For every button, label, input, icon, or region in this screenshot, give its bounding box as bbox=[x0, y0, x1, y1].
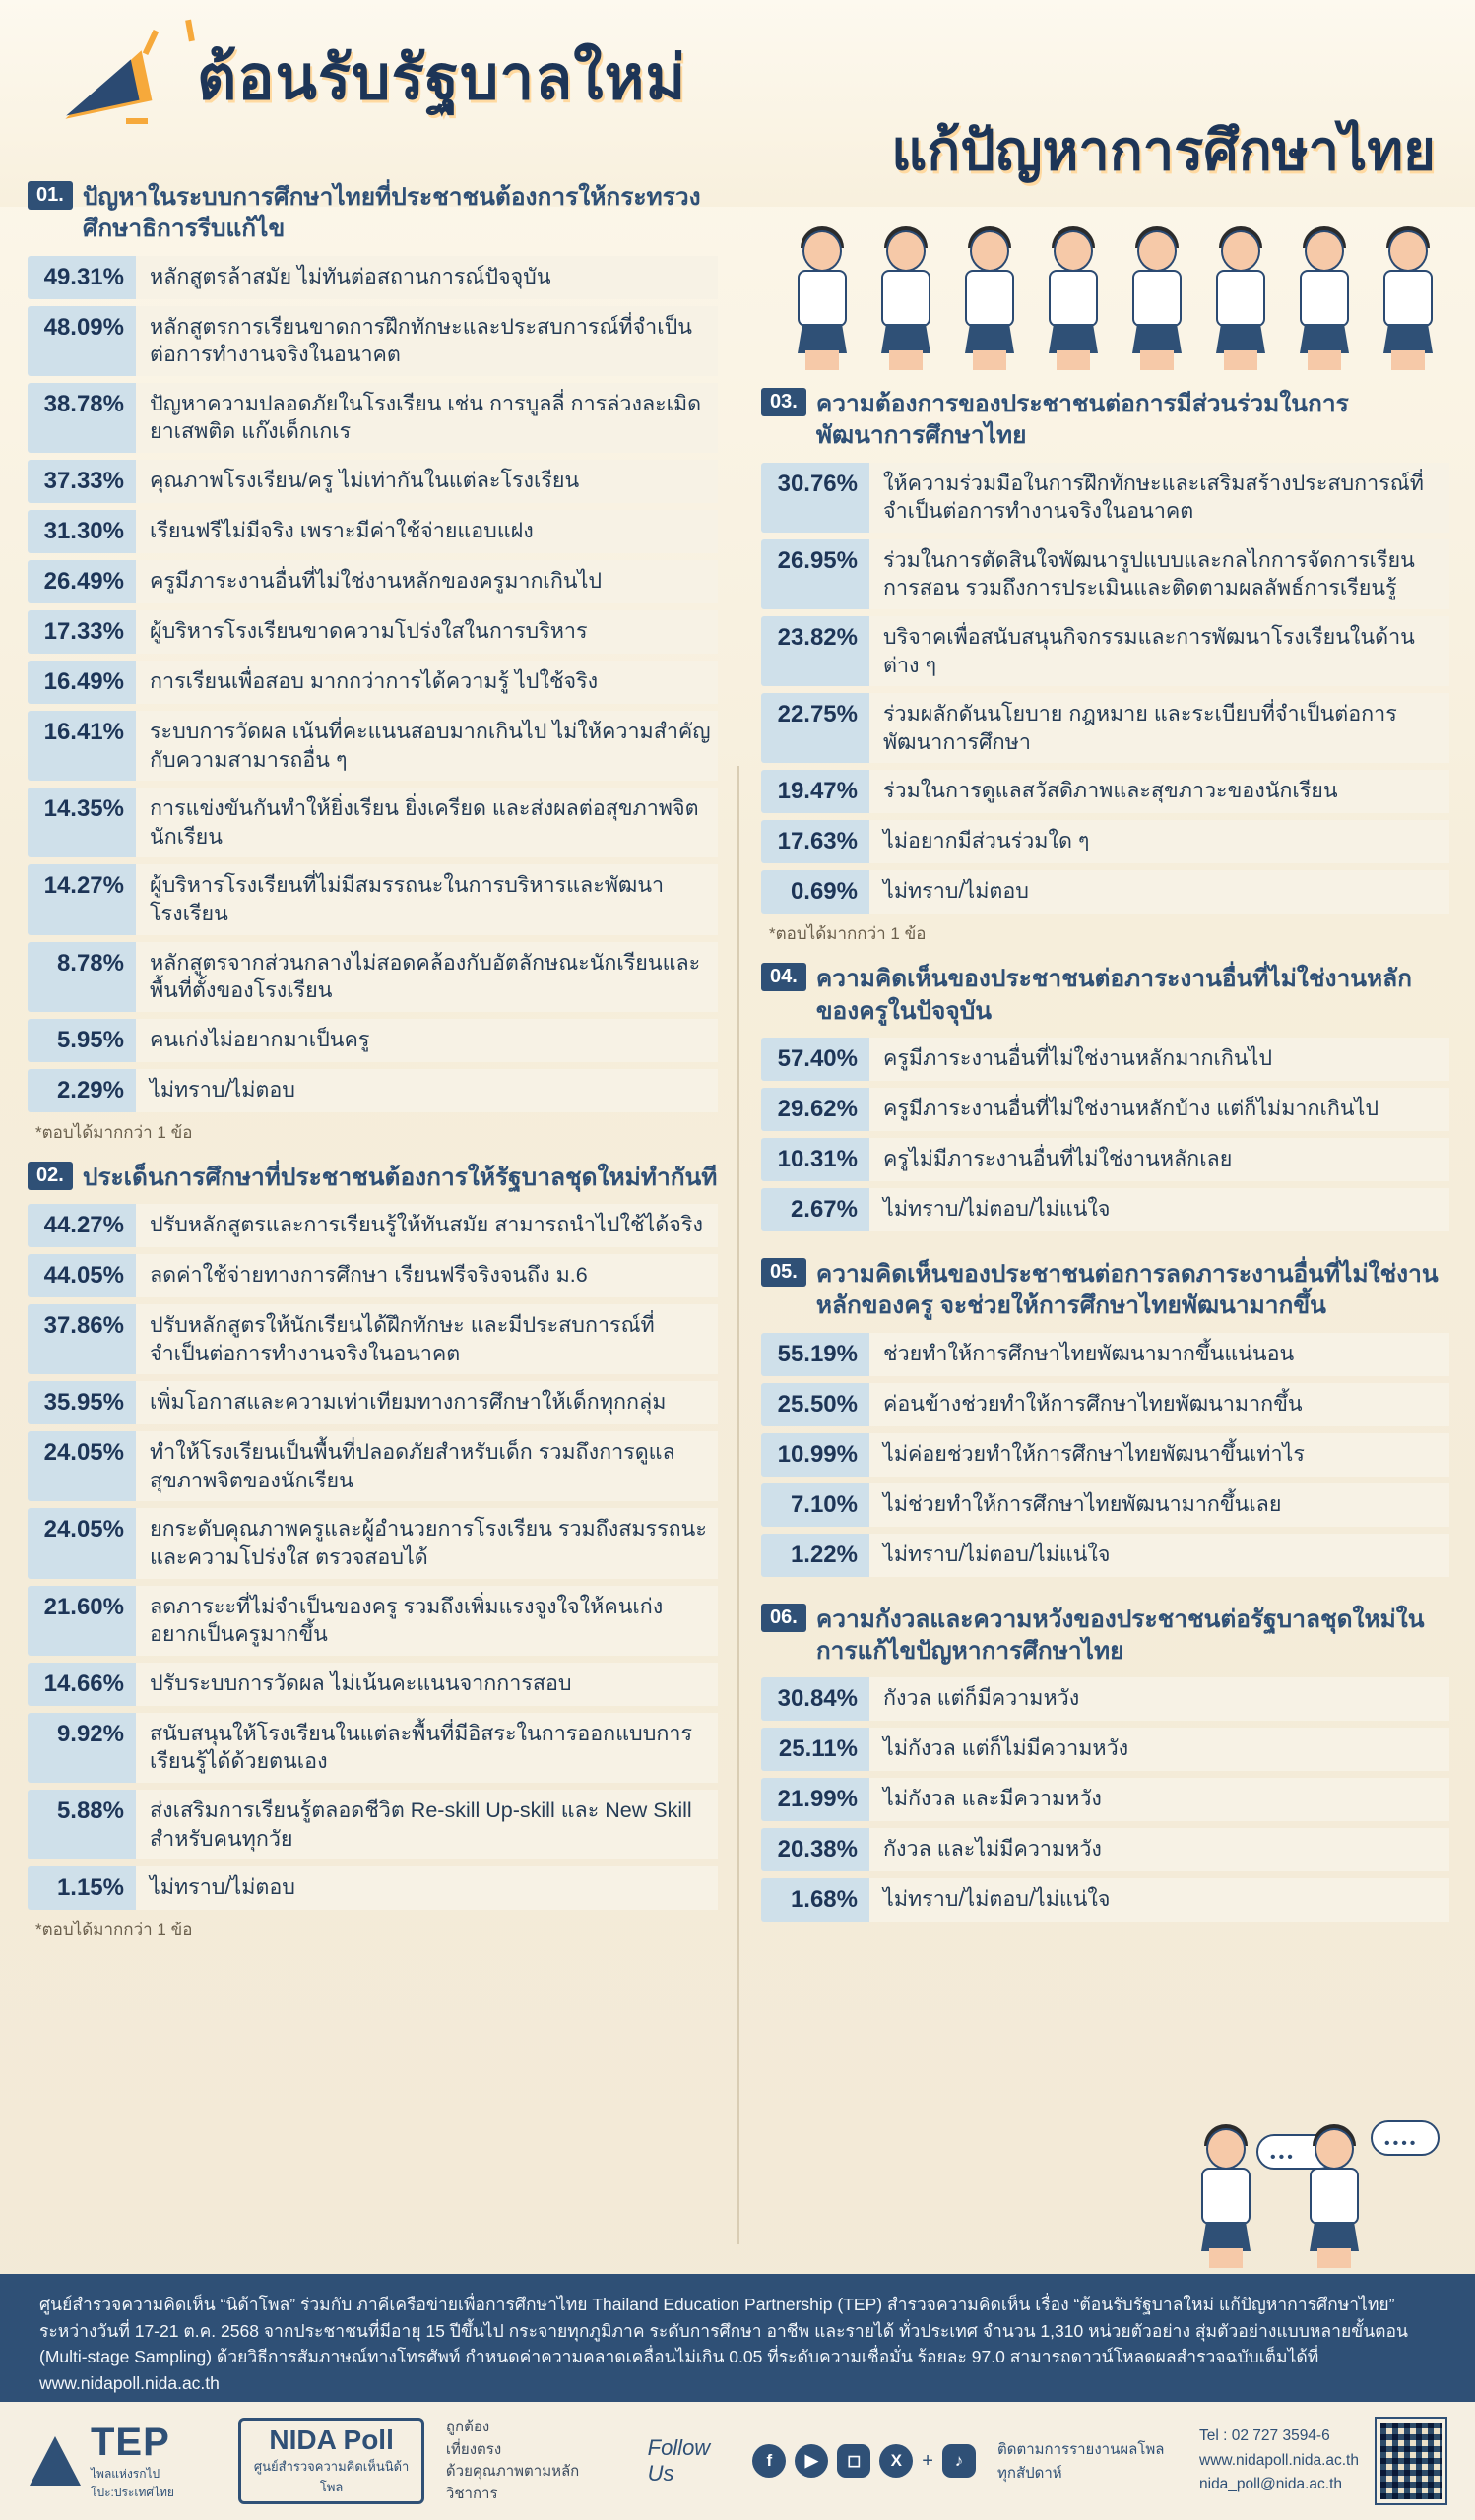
data-row bbox=[28, 1069, 718, 1112]
data-row bbox=[761, 1728, 1449, 1771]
row-percent: 14.35% bbox=[28, 788, 136, 857]
row-percent: 8.78% bbox=[28, 942, 136, 1012]
content-columns bbox=[0, 175, 1475, 2274]
data-row bbox=[28, 711, 718, 781]
data-row bbox=[28, 1713, 718, 1783]
section-number: 01. bbox=[28, 181, 73, 210]
row-label: ส่งเสริมการเรียนรู้ตลอดชีวิต Re-skill Up-skill และ New Skill สำหรับคนทุกวัย bbox=[136, 1790, 718, 1859]
row-percent: 37.33% bbox=[28, 460, 136, 503]
data-row bbox=[28, 942, 718, 1012]
row-percent: 23.82% bbox=[761, 616, 869, 686]
row-percent: 10.31% bbox=[761, 1138, 869, 1181]
row-label: ยกระดับคุณภาพครูและผู้อำนวยการโรงเรียน รวมถึงสมรรถนะและความโปร่งใส ตรวจสอบได้ bbox=[136, 1508, 718, 1578]
row-percent: 26.49% bbox=[28, 560, 136, 603]
section-05-rows bbox=[761, 1333, 1449, 1577]
row-percent: 1.68% bbox=[761, 1878, 869, 1922]
section-03 bbox=[761, 388, 1449, 947]
data-row bbox=[28, 1381, 718, 1424]
data-row bbox=[761, 1677, 1449, 1721]
row-percent: 26.95% bbox=[761, 539, 869, 609]
speech-bubble-icon-2: •••• bbox=[1371, 2120, 1440, 2156]
tep-triangle-icon bbox=[30, 2436, 81, 2486]
tep-subtext: ไพลแห่งรกไปโปะ:ประเทศไทย bbox=[91, 2466, 174, 2499]
data-row bbox=[28, 864, 718, 934]
row-label: ไม่ทราบ/ไม่ตอบ bbox=[136, 1866, 718, 1910]
spark-icon bbox=[185, 20, 195, 42]
row-label: สนับสนุนให้โรงเรียนในแต่ละพื้นที่มีอิสระในการออกแบบการเรียนรู้ได้ด้วยตนเอง bbox=[136, 1713, 718, 1783]
data-row bbox=[761, 539, 1449, 609]
instagram-icon[interactable]: ◻ bbox=[837, 2444, 870, 2478]
contact-email[interactable]: nida_poll@nida.ac.th bbox=[1199, 2476, 1343, 2493]
data-row bbox=[761, 1333, 1449, 1376]
section-03-rows bbox=[761, 463, 1449, 914]
slogan-line-2: เที่ยงตรง bbox=[445, 2440, 502, 2458]
row-label: เรียนฟรีไม่มีจริง เพราะมีค่าใช้จ่ายแอบแฝง bbox=[136, 510, 718, 553]
section-04-rows bbox=[761, 1038, 1449, 1231]
row-label: ลดค่าใช้จ่ายทางการศึกษา เรียนฟรีจริงจนถึง ม.6 bbox=[136, 1254, 718, 1297]
data-row bbox=[28, 383, 718, 453]
section-number: 03. bbox=[761, 388, 806, 416]
row-label: หลักสูตรการเรียนขาดการฝึกทักษะและประสบการณ์ที่จำเป็นต่อการทำงานจริงในอนาคต bbox=[136, 306, 718, 376]
section-note: *ตอบได้มากกว่า 1 ข้อ bbox=[35, 1921, 193, 1940]
row-percent: 2.67% bbox=[761, 1188, 869, 1231]
row-label: ไม่ทราบ/ไม่ตอบ/ไม่แน่ใจ bbox=[869, 1534, 1449, 1577]
row-label: บริจาคเพื่อสนับสนุนกิจกรรมและการพัฒนาโรงเรียนในด้านต่าง ๆ bbox=[869, 616, 1449, 686]
follow-note: ติดตามการรายงานผลโพลทุกสัปดาห์ bbox=[996, 2441, 1165, 2482]
follow-us-label: Follow Us bbox=[647, 2435, 711, 2486]
row-percent: 2.29% bbox=[28, 1069, 136, 1112]
row-label: ไม่กังวล และมีความหวัง bbox=[869, 1778, 1449, 1821]
section-title: ความคิดเห็นของประชาชนต่อการลดภาระงานอื่นที่ไม่ใช่งานหลักของครู จะช่วยให้การศึกษาไทยพัฒนามากขึ้น bbox=[815, 1261, 1439, 1320]
data-row bbox=[761, 1483, 1449, 1527]
row-percent: 44.27% bbox=[28, 1204, 136, 1247]
row-percent: 31.30% bbox=[28, 510, 136, 553]
row-label: ครูไม่มีภาระงานอื่นที่ไม่ใช่งานหลักเลย bbox=[869, 1138, 1449, 1181]
data-row bbox=[761, 770, 1449, 813]
row-label: ผู้บริหารโรงเรียนขาดความโปร่งใสในการบริหาร bbox=[136, 610, 718, 654]
row-percent: 30.76% bbox=[761, 463, 869, 533]
section-title: ความคิดเห็นของประชาชนต่อภาระงานอื่นที่ไม่ใช่งานหลักของครูในปัจจุบัน bbox=[815, 966, 1412, 1025]
row-label: ให้ความร่วมมือในการฝึกทักษะและเสริมสร้างประสบการณ์ที่จำเป็นต่อการทำงานจริงในอนาคต bbox=[869, 463, 1449, 533]
data-row bbox=[28, 306, 718, 376]
data-row bbox=[28, 256, 718, 299]
data-row bbox=[761, 616, 1449, 686]
row-label: ไม่อยากมีส่วนร่วมใด ๆ bbox=[869, 820, 1449, 863]
data-row bbox=[761, 1778, 1449, 1821]
row-percent: 25.50% bbox=[761, 1383, 869, 1426]
nida-subtitle: ศูนย์สำรวจความคิดเห็นนิด้าโพล bbox=[253, 2459, 410, 2494]
row-percent: 44.05% bbox=[28, 1254, 136, 1297]
row-label: เพิ่มโอกาสและความเท่าเทียมทางการศึกษาให้เด็กทุกกลุ่ม bbox=[136, 1381, 718, 1424]
data-row bbox=[28, 610, 718, 654]
row-percent: 35.95% bbox=[28, 1381, 136, 1424]
section-02-rows bbox=[28, 1204, 718, 1910]
row-label: คุณภาพโรงเรียน/ครู ไม่เท่ากันในแต่ละโรงเรียน bbox=[136, 460, 718, 503]
row-label: คนเก่งไม่อยากมาเป็นครู bbox=[136, 1019, 718, 1062]
row-label: ครูมีภาระงานอื่นที่ไม่ใช่งานหลักของครูมากเกินไป bbox=[136, 560, 718, 603]
column-divider bbox=[738, 766, 739, 2244]
row-percent: 48.09% bbox=[28, 306, 136, 376]
row-label: ไม่ค่อยช่วยทำให้การศึกษาไทยพัฒนาขึ้นเท่าไร bbox=[869, 1433, 1449, 1477]
row-percent: 24.05% bbox=[28, 1508, 136, 1578]
section-number: 05. bbox=[761, 1258, 806, 1287]
row-label: หลักสูตรล้าสมัย ไม่ทันต่อสถานการณ์ปัจจุบัน bbox=[136, 256, 718, 299]
row-percent: 57.40% bbox=[761, 1038, 869, 1081]
data-row bbox=[761, 693, 1449, 763]
data-row bbox=[761, 1433, 1449, 1477]
data-row bbox=[761, 1878, 1449, 1922]
row-percent: 38.78% bbox=[28, 383, 136, 453]
row-percent: 1.22% bbox=[761, 1534, 869, 1577]
section-note: *ตอบได้มากกว่า 1 ข้อ bbox=[769, 924, 927, 944]
row-percent: 55.19% bbox=[761, 1333, 869, 1376]
row-label: ร่วมในการตัดสินใจพัฒนารูปแบบและกลไกการจัดการเรียนการสอน รวมถึงการประเมินและติดตามผลลัพธ์การเรียนรู้ bbox=[869, 539, 1449, 609]
speech-bubble-icon: ••• bbox=[1256, 2134, 1337, 2170]
spark-icon bbox=[143, 30, 159, 55]
data-row bbox=[28, 1019, 718, 1062]
footer-bar bbox=[0, 2402, 1475, 2520]
data-row bbox=[28, 510, 718, 553]
row-label: ไม่ทราบ/ไม่ตอบ/ไม่แน่ใจ bbox=[869, 1188, 1449, 1231]
row-percent: 22.75% bbox=[761, 693, 869, 763]
nida-poll-logo bbox=[238, 2418, 424, 2504]
tep-wordmark: TEP bbox=[91, 2420, 170, 2464]
row-percent: 5.95% bbox=[28, 1019, 136, 1062]
section-05 bbox=[761, 1258, 1449, 1598]
data-row bbox=[761, 1138, 1449, 1181]
data-row bbox=[28, 1586, 718, 1656]
student-figure bbox=[1298, 2120, 1371, 2268]
data-row bbox=[28, 460, 718, 503]
section-06 bbox=[761, 1604, 1449, 1922]
row-percent: 30.84% bbox=[761, 1677, 869, 1721]
row-label: ปัญหาความปลอดภัยในโรงเรียน เช่น การบูลลี่ การล่วงละเมิด ยาเสพติด แก๊งเด็กเกเร bbox=[136, 383, 718, 453]
row-label: การแข่งขันกันทำให้ยิ่งเรียน ยิ่งเครียด และส่งผลต่อสุขภาพจิตนักเรียน bbox=[136, 788, 718, 857]
spark-icon bbox=[126, 118, 148, 124]
slogan-line-1: ถูกต้อง bbox=[445, 2419, 490, 2435]
data-row bbox=[761, 463, 1449, 533]
row-label: ทำให้โรงเรียนเป็นพื้นที่ปลอดภัยสำหรับเด็ก รวมถึงการดูแลสุขภาพจิตของนักเรียน bbox=[136, 1431, 718, 1501]
section-number: 04. bbox=[761, 963, 806, 991]
page-title: ต้อนรับรัฐบาลใหม่ bbox=[197, 44, 687, 112]
contact-block bbox=[1199, 2425, 1359, 2497]
row-label: ครูมีภาระงานอื่นที่ไม่ใช่งานหลักบ้าง แต่ก็ไม่มากเกินไป bbox=[869, 1088, 1449, 1131]
data-row bbox=[28, 1663, 718, 1706]
row-percent: 20.38% bbox=[761, 1828, 869, 1871]
qr-code-icon[interactable] bbox=[1377, 2419, 1445, 2503]
data-row bbox=[761, 1828, 1449, 1871]
section-number: 02. bbox=[28, 1162, 73, 1190]
data-row bbox=[28, 1304, 718, 1374]
section-note: *ตอบได้มากกว่า 1 ข้อ bbox=[35, 1122, 193, 1142]
follow-note-block bbox=[997, 2437, 1182, 2485]
contact-tel: Tel : 02 727 3594-6 bbox=[1199, 2426, 1330, 2444]
section-title: ปัญหาในระบบการศึกษาไทยที่ประชาชนต้องการให้กระทรวงศึกษาธิการรีบแก้ไข bbox=[82, 184, 701, 243]
data-row bbox=[761, 1383, 1449, 1426]
row-percent: 24.05% bbox=[28, 1431, 136, 1501]
row-percent: 21.99% bbox=[761, 1778, 869, 1821]
tiktok-icon[interactable]: ♪ bbox=[942, 2444, 976, 2478]
contact-web[interactable]: www.nidapoll.nida.ac.th bbox=[1199, 2451, 1359, 2469]
row-label: ปรับหลักสูตรและการเรียนรู้ให้ทันสมัย สามารถนำไปใช้ได้จริง bbox=[136, 1204, 718, 1247]
row-percent: 37.86% bbox=[28, 1304, 136, 1374]
data-row bbox=[761, 1534, 1449, 1577]
row-label: ไม่ทราบ/ไม่ตอบ bbox=[136, 1069, 718, 1112]
row-label: ช่วยทำให้การศึกษาไทยพัฒนามากขึ้นแน่นอน bbox=[869, 1333, 1449, 1376]
tep-logo bbox=[30, 2421, 217, 2502]
row-label: ระบบการวัดผล เน้นที่คะแนนสอบมากเกินไป ไม่ให้ความสำคัญกับความสามารถอื่น ๆ bbox=[136, 711, 718, 781]
row-percent: 1.15% bbox=[28, 1866, 136, 1910]
row-label: ปรับระบบการวัดผล ไม่เน้นคะแนนจากการสอบ bbox=[136, 1663, 718, 1706]
section-number: 06. bbox=[761, 1604, 806, 1632]
left-column bbox=[0, 175, 738, 2274]
row-percent: 17.33% bbox=[28, 610, 136, 654]
row-label: ร่วมผลักดันนโยบาย กฎหมาย และระเบียบที่จำเป็นต่อการพัฒนาการศึกษา bbox=[869, 693, 1449, 763]
x-twitter-icon[interactable]: X bbox=[879, 2444, 913, 2478]
row-percent: 5.88% bbox=[28, 1790, 136, 1859]
facebook-icon[interactable]: f bbox=[752, 2444, 786, 2478]
section-06-rows bbox=[761, 1677, 1449, 1922]
row-percent: 17.63% bbox=[761, 820, 869, 863]
data-row bbox=[761, 820, 1449, 863]
data-row bbox=[761, 1038, 1449, 1081]
slogan-line-3: ด้วยคุณภาพตามหลักวิชาการ bbox=[445, 2463, 580, 2502]
data-row bbox=[761, 1088, 1449, 1131]
section-title: ความต้องการของประชาชนต่อการมีส่วนร่วมในการพัฒนาการศึกษาไทย bbox=[815, 391, 1349, 450]
row-label: หลักสูตรจากส่วนกลางไม่สอดคล้องกับอัตลักษณะนักเรียนและพื้นที่ตั้งของโรงเรียน bbox=[136, 942, 718, 1012]
row-label: ไม่ทราบ/ไม่ตอบ bbox=[869, 870, 1449, 914]
footer bbox=[0, 2274, 1475, 2520]
data-row bbox=[28, 1790, 718, 1859]
plus-icon: + bbox=[922, 2449, 933, 2472]
data-row bbox=[28, 1431, 718, 1501]
section-01-rows bbox=[28, 256, 718, 1112]
social-links[interactable] bbox=[752, 2444, 976, 2478]
row-label: ค่อนข้างช่วยทำให้การศึกษาไทยพัฒนามากขึ้น bbox=[869, 1383, 1449, 1426]
youtube-icon[interactable]: ▶ bbox=[795, 2444, 828, 2478]
row-percent: 16.49% bbox=[28, 661, 136, 704]
data-row bbox=[28, 661, 718, 704]
data-row bbox=[28, 1254, 718, 1297]
section-04 bbox=[761, 963, 1449, 1252]
data-row bbox=[28, 788, 718, 857]
data-row bbox=[28, 1204, 718, 1247]
right-column bbox=[738, 175, 1475, 2274]
student-figure bbox=[1189, 2120, 1262, 2268]
row-percent: 7.10% bbox=[761, 1483, 869, 1527]
data-row bbox=[761, 870, 1449, 914]
row-label: ผู้บริหารโรงเรียนที่ไม่มีสมรรถนะในการบริหารและพัฒนาโรงเรียน bbox=[136, 864, 718, 934]
section-02 bbox=[28, 1162, 718, 1943]
footer-methodology: ศูนย์สำรวจความคิดเห็น “นิด้าโพล” ร่วมกับ ภาคีเครือข่ายเพื่อการศึกษาไทย Thailand Education Partnership (TEP) สำรวจความคิดเห็น เรื่อง “ต้อนรับรัฐบาลใหม่ แก้ปัญหาการศึกษาไทย” ระหว่างวันที่ 17-21 ต.ค. 2568 จากประชาชนที่มีอายุ 15 ปีขึ้นไป กระจายทุกภูมิภาค ระดับการศึกษา อาชีพ และรายได้ ทั่วประเทศ จำนวน 1,310 หน่วยตัวอย่าง สุ่มตัวอย่างแบบหลายขั้นตอน (Multi-stage Sampling) ด้วยวิธีการสัมภาษณ์ทางโทรศัพท์ กำหนดค่าความคลาดเคลื่อนไม่เกิน 0.05 ที่ระดับความเชื่อมั่น ร้อยละ 97.0 สามารถดาวน์โหลดผลสำรวจฉบับเต็มได้ที่ www.nidapoll.nida.ac.th bbox=[39, 2295, 1409, 2393]
row-label: ร่วมในการดูแลสวัสดิภาพและสุขภาวะของนักเรียน bbox=[869, 770, 1449, 813]
row-percent: 14.27% bbox=[28, 864, 136, 934]
row-percent: 9.92% bbox=[28, 1713, 136, 1783]
section-01 bbox=[28, 181, 718, 1146]
data-row bbox=[28, 560, 718, 603]
row-percent: 0.69% bbox=[761, 870, 869, 914]
section-title: ความกังวลและความหวังของประชาชนต่อรัฐบาลชุดใหม่ในการแก้ไขปัญหาการศึกษาไทย bbox=[815, 1606, 1425, 1666]
nida-title: NIDA Poll bbox=[269, 2425, 394, 2455]
slogan-block bbox=[446, 2417, 609, 2505]
row-percent: 49.31% bbox=[28, 256, 136, 299]
row-percent: 19.47% bbox=[761, 770, 869, 813]
section-title: ประเด็นการศึกษาที่ประชาชนต้องการให้รัฐบาลชุดใหม่ทำกันที bbox=[82, 1164, 718, 1191]
row-label: ปรับหลักสูตรให้นักเรียนได้ฝึกทักษะ และมีประสบการณ์ที่จำเป็นต่อการทำงานจริงในอนาคต bbox=[136, 1304, 718, 1374]
row-label: ครูมีภาระงานอื่นที่ไม่ใช่งานหลักมากเกินไป bbox=[869, 1038, 1449, 1081]
row-label: ลดภาระะที่ไม่จำเป็นของครู รวมถึงเพิ่มแรงจูงใจให้คนเก่งอยากเป็นครูมากขึ้น bbox=[136, 1586, 718, 1656]
row-label: การเรียนเพื่อสอบ มากกว่าการได้ความรู้ ไปใช้จริง bbox=[136, 661, 718, 704]
row-percent: 16.41% bbox=[28, 711, 136, 781]
data-row bbox=[761, 1188, 1449, 1231]
data-row bbox=[28, 1508, 718, 1578]
row-percent: 10.99% bbox=[761, 1433, 869, 1477]
page-subtitle: แก้ปัญหาการศึกษาไทย bbox=[891, 119, 1436, 181]
row-percent: 25.11% bbox=[761, 1728, 869, 1771]
row-label: ไม่กังวล แต่ก็ไม่มีความหวัง bbox=[869, 1728, 1449, 1771]
chat-illustration bbox=[1160, 2116, 1445, 2264]
row-percent: 29.62% bbox=[761, 1088, 869, 1131]
row-label: ไม่ช่วยทำให้การศึกษาไทยพัฒนามากขึ้นเลย bbox=[869, 1483, 1449, 1527]
row-label: กังวล แต่ก็มีความหวัง bbox=[869, 1677, 1449, 1721]
row-percent: 21.60% bbox=[28, 1586, 136, 1656]
row-percent: 14.66% bbox=[28, 1663, 136, 1706]
row-label: ไม่ทราบ/ไม่ตอบ/ไม่แน่ใจ bbox=[869, 1878, 1449, 1922]
data-row bbox=[28, 1866, 718, 1910]
row-label: กังวล และไม่มีความหวัง bbox=[869, 1828, 1449, 1871]
